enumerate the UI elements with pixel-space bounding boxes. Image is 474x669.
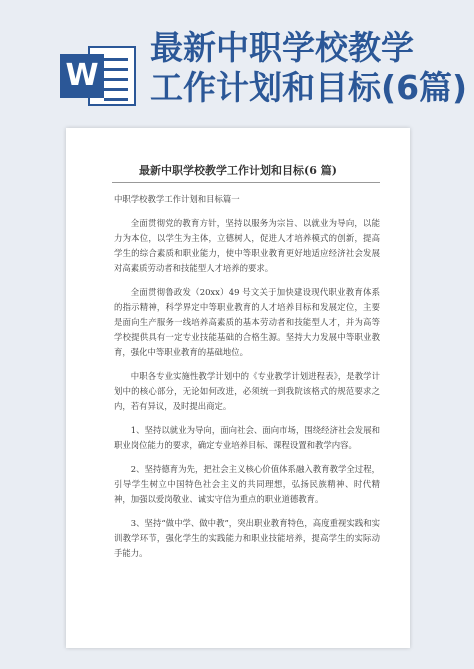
document-page — [66, 128, 410, 648]
section-heading: 中职学校教学工作计划和目标篇一 — [114, 194, 240, 204]
paragraph: 全面贯彻鲁政发（20xx）49 号文关于加快建设现代职业教育体系的指示精神，科学界定中等职业教育的人才培养目标和发展定位，主要是面向生产服务一线培养高素质的基本劳动者和技能型人才，并为高等学校提供具有一定专业技能基础的合格生源。坚持大力发展中等职业教育，强化中等职业教育的基础地位。 — [114, 287, 380, 357]
paragraph: 3、坚持“做中学、做中教”，突出职业教育特色，高度重视实践和实训教学环节，强化学生的实践能力和职业技能培养，提高学生的实际动手能力。 — [114, 518, 380, 558]
paragraph: 2、坚持德育为先，把社会主义核心价值体系融入教育教学全过程，引导学生树立中国特色社会主义的共同理想，弘扬民族精神、时代精神，加强以爱岗敬业、诚实守信为重点的职业道德教育。 — [114, 464, 380, 504]
document-title: 最新中职学校教学工作计划和目标(6 篇) — [139, 164, 337, 177]
document-body — [114, 192, 380, 570]
title-divider — [112, 182, 380, 183]
paragraph: 中职各专业实施性教学计划中的《专业教学计划进程表》，是教学计划中的核心部分，无论如何改进，必须统一到我院该格式的规范要求之内，若有异议，及时提出商定。 — [114, 371, 380, 411]
banner-title — [150, 28, 470, 108]
banner-title-line2: 工作计划和目标(6篇) — [150, 68, 468, 107]
paragraph: 全面贯彻党的教育方针，坚持以服务为宗旨、以就业为导向，以能力为本位，以学生为主体，立德树人，促进人才培养模式的创新，提高学生的综合素质和职业能力，使中等职业教育更好地适应经济社会发展对高素质劳动者和技能型人才培养的要求。 — [114, 218, 380, 273]
word-letter-badge: W — [60, 54, 104, 98]
paragraph: 1、坚持以就业为导向，面向社会、面向市场，围绕经济社会发展和职业岗位能力的要求，确定专业培养目标、课程设置和教学内容。 — [114, 425, 380, 450]
banner-title-line1: 最新中职学校教学 — [150, 28, 414, 67]
word-doc-icon — [60, 40, 138, 112]
